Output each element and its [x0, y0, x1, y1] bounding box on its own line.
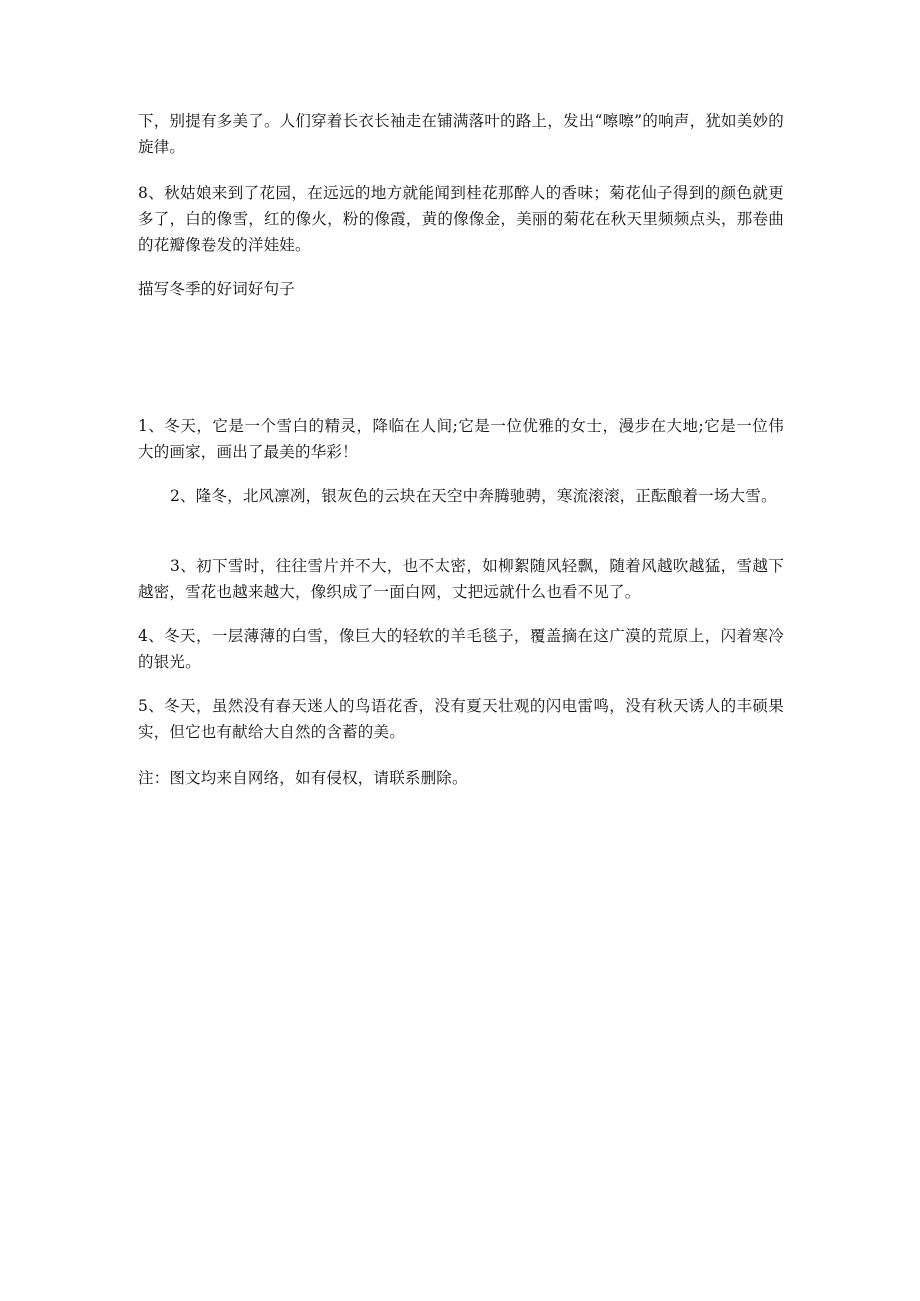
paragraph-winter-2: 2、隆冬，北风凛冽，银灰色的云块在天空中奔腾驰骋，寒流滚滚，正酝酿着一场大雪。: [170, 487, 777, 505]
paragraph-winter-4: 4、冬天，一层薄薄的白雪，像巨大的轻软的羊毛毯子，覆盖摘在这广漠的荒原上，闪着寒冷的银光。: [138, 627, 784, 671]
paragraph-winter-3: 3、初下雪时，往往雪片并不大，也不太密，如柳絮随风轻飘，随着风越吹越猛，雪越下越密，雪花也越来越大，像织成了一面白网，丈把远就什么也看不见了。: [138, 557, 784, 601]
paragraph-winter-1: 1、冬天，它是一个雪白的精灵，降临在人间;它是一位优雅的女士，漫步在大地;它是一位伟大的画家，画出了最美的华彩！: [138, 417, 784, 461]
paragraph-winter-5: 5、冬天，虽然没有春天迷人的鸟语花香，没有夏天壮观的闪电雷鸣，没有秋天诱人的丰硕果实，但它也有献给大自然的含蓄的美。: [138, 697, 784, 741]
paragraph-autumn-garden: 8、秋姑娘来到了花园，在远远的地方就能闻到桂花那醉人的香味；菊花仙子得到的颜色就更多了，白的像雪，红的像火，粉的像霞，黄的像像金，美丽的菊花在秋天里频频点头，那卷曲的花瓣像卷发的洋娃娃。: [138, 184, 784, 254]
paragraph-autumn-leaves-continued: 下，别提有多美了。人们穿着长衣长袖走在铺满落叶的路上，发出“嚓嚓”的响声，犹如美妙的旋律。: [138, 112, 784, 156]
section-heading-winter: 描写冬季的好词好句子: [138, 280, 296, 298]
copyright-note: 注：图文均来自网络，如有侵权，请联系删除。: [138, 769, 468, 787]
